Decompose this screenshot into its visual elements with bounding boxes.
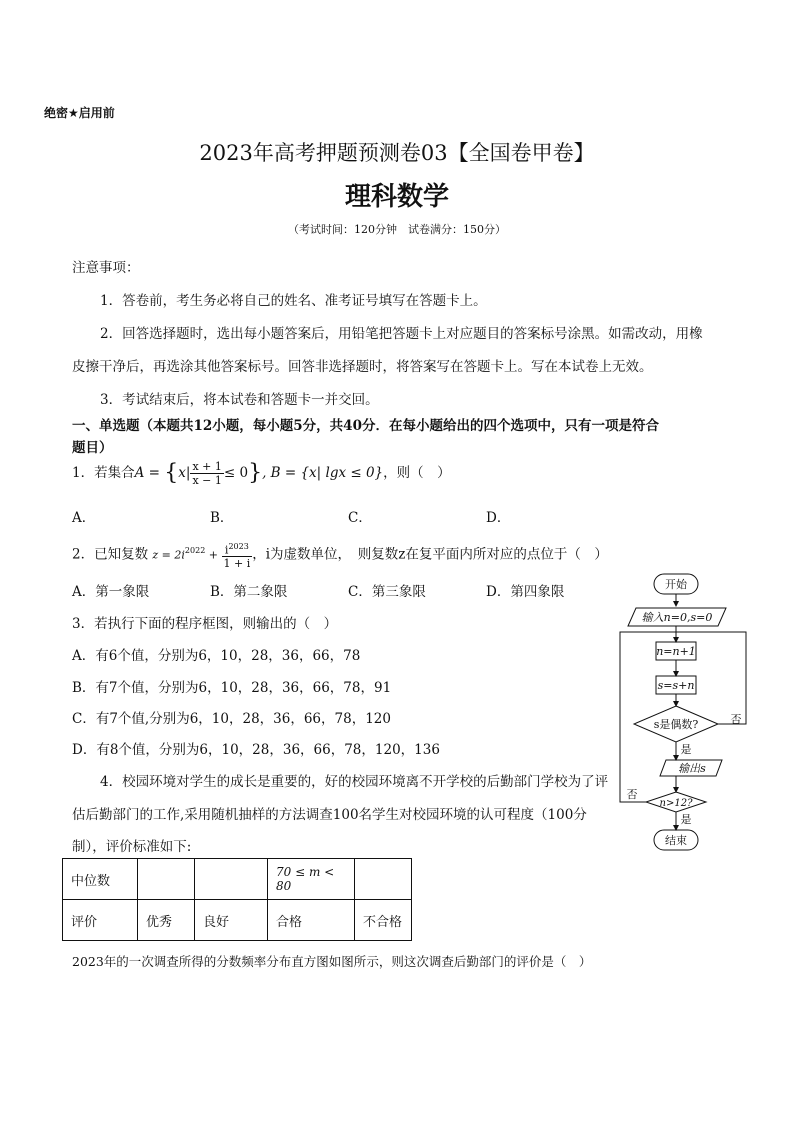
q2-option-c: C．第三象限	[348, 584, 426, 600]
table-row	[63, 859, 412, 900]
flow-step1-label: n=n+1	[656, 645, 696, 658]
question-2-stem	[72, 536, 608, 571]
q1-set-a-lhs: A =	[134, 465, 165, 481]
flow-yes1-label: 是	[680, 743, 692, 756]
section-heading-line-2: 题目）	[72, 440, 113, 456]
table-cell: 合格	[268, 900, 355, 941]
table-row	[63, 900, 412, 941]
flow-no2-label: 否	[626, 788, 638, 801]
table-cell: 70 ≤ m < 80	[268, 859, 355, 900]
table-cell: 中位数	[63, 859, 138, 900]
flow-cond1-label: s是偶数?	[653, 718, 699, 731]
table-cell: 不合格	[355, 900, 412, 941]
q1-option-d: D．	[486, 510, 511, 526]
question-1-stem: 1．若集合A = {x| $\frac{x + 1}{x - 1}$ ≤ 0}, B = {x| lgx ≤ 0}，则（ ）	[72, 460, 451, 487]
flow-no1-label: 否	[730, 713, 742, 726]
q2-frac-num	[222, 540, 253, 558]
flow-yes2-label: 是	[680, 813, 692, 826]
question-3-stem: 3．若执行下面的程序框图，则输出的（ ）	[72, 616, 338, 632]
q3-option-d: D．有8个值，分别为6，10，28，36，66，78，120，136	[72, 742, 440, 758]
evaluation-table	[62, 858, 412, 941]
q3-option-b: B．有7个值，分别为6，10，28，36，66，78，91	[72, 680, 392, 696]
q2-z-expr-a: z = 2i	[152, 548, 185, 562]
q2-frac-num-base: i	[224, 543, 229, 557]
table-cell: 评价	[63, 900, 138, 941]
q1-option-c: C．	[348, 510, 372, 526]
question-4-line-3: 制），评价标准如下:	[72, 839, 192, 855]
flow-input-label: 输入n=0,s=0	[641, 611, 713, 624]
table-cell	[138, 859, 195, 900]
q2-fraction	[222, 540, 253, 571]
q3-option-a: A．有6个值，分别为6，10，28，36，66，78	[72, 648, 361, 664]
table-cell: 优秀	[138, 900, 195, 941]
flow-end-label: 结束	[665, 834, 687, 847]
q2-frac-den: 1 + i	[223, 557, 251, 571]
q1-set-b: , B = {x| lgx ≤ 0}	[262, 465, 384, 481]
notes-heading: 注意事项：	[72, 260, 140, 276]
q2-plus: +	[205, 548, 222, 562]
flow-start-label: 开始	[665, 578, 687, 591]
confidential-label: 绝密★启用前	[44, 106, 115, 120]
question-4-line-2: 估后勤部门的工作,采用随机抽样的方法调查100名学生对校园环境的认可程度（100分	[72, 807, 587, 823]
flow-cond2-label: n>12?	[659, 798, 693, 809]
q2-option-d: D．第四象限	[486, 584, 565, 600]
q1-set-a-var: x	[178, 465, 186, 481]
flow-output-label: 输出s	[678, 762, 706, 775]
note-item-2-line-1: 2．回答选择题时，选出每小题答案后，用铅笔把答题卡上对应题目的答案标号涂黑。如需改动，用橡	[100, 326, 703, 342]
q1-left-brace: {	[164, 460, 179, 486]
subject-title: 理科数学	[344, 182, 449, 212]
flow-step2-label: s=s+n	[657, 679, 695, 692]
table-cell	[355, 859, 412, 900]
q1-fraction	[190, 460, 223, 487]
table-cell	[195, 859, 268, 900]
q2-suffix: ，i为虚数单位， 则复数z在复平面内所对应的点位于（ ）	[252, 546, 608, 563]
flowchart	[612, 568, 762, 858]
table-cell: 良好	[195, 900, 268, 941]
question-4-after-table: 2023年的一次调查所得的分数频率分布直方图如图所示，则这次调查后勤部门的评价是（ ）	[72, 954, 592, 969]
q2-option-a: A．第一象限	[72, 584, 150, 600]
exam-info: （考试时间：120分钟 试卷满分：150分）	[288, 223, 506, 236]
exam-title: 2023年高考押题预测卷03【全国卷甲卷】	[199, 141, 595, 165]
note-item-1: 1．答卷前，考生务必将自己的姓名、准考证号填写在答题卡上。	[100, 293, 487, 309]
question-4-line-1: 4．校园环境对学生的成长是重要的，好的校园环境离不开学校的后勤部门学校为了评	[100, 774, 609, 790]
note-item-3: 3．考试结束后，将本试卷和答题卡一并交回。	[100, 392, 379, 408]
q2-option-b: B．第二象限	[210, 584, 288, 600]
q2-exp2: 2023	[228, 541, 249, 551]
q1-frac-den: x − 1	[192, 474, 222, 487]
section-heading-line-1: 一、单选题（本题共12小题，每小题5分，共40分．在每小题给出的四个选项中，只有一项是符合	[72, 418, 659, 434]
q2-exp1: 2022	[184, 546, 206, 555]
q1-right-brace: }	[248, 460, 263, 486]
q1-set-a-cond: ≤ 0	[223, 465, 249, 481]
q1-option-a: A．	[72, 510, 96, 526]
q2-prefix: 2．已知复数	[72, 546, 149, 563]
q1-suffix: ，则（ ）	[383, 465, 451, 481]
q1-frac-num: x + 1	[192, 460, 222, 473]
q3-option-c: C．有7个值,分别为6，10，28，36，66，78，120	[72, 711, 391, 727]
q1-prefix: 1．若集合	[72, 465, 135, 481]
note-item-2-line-2: 皮擦干净后，再选涂其他答案标号。回答非选择题时，将答案写在答题卡上。写在本试卷上无效。	[72, 359, 653, 375]
q1-option-b: B．	[210, 510, 234, 526]
